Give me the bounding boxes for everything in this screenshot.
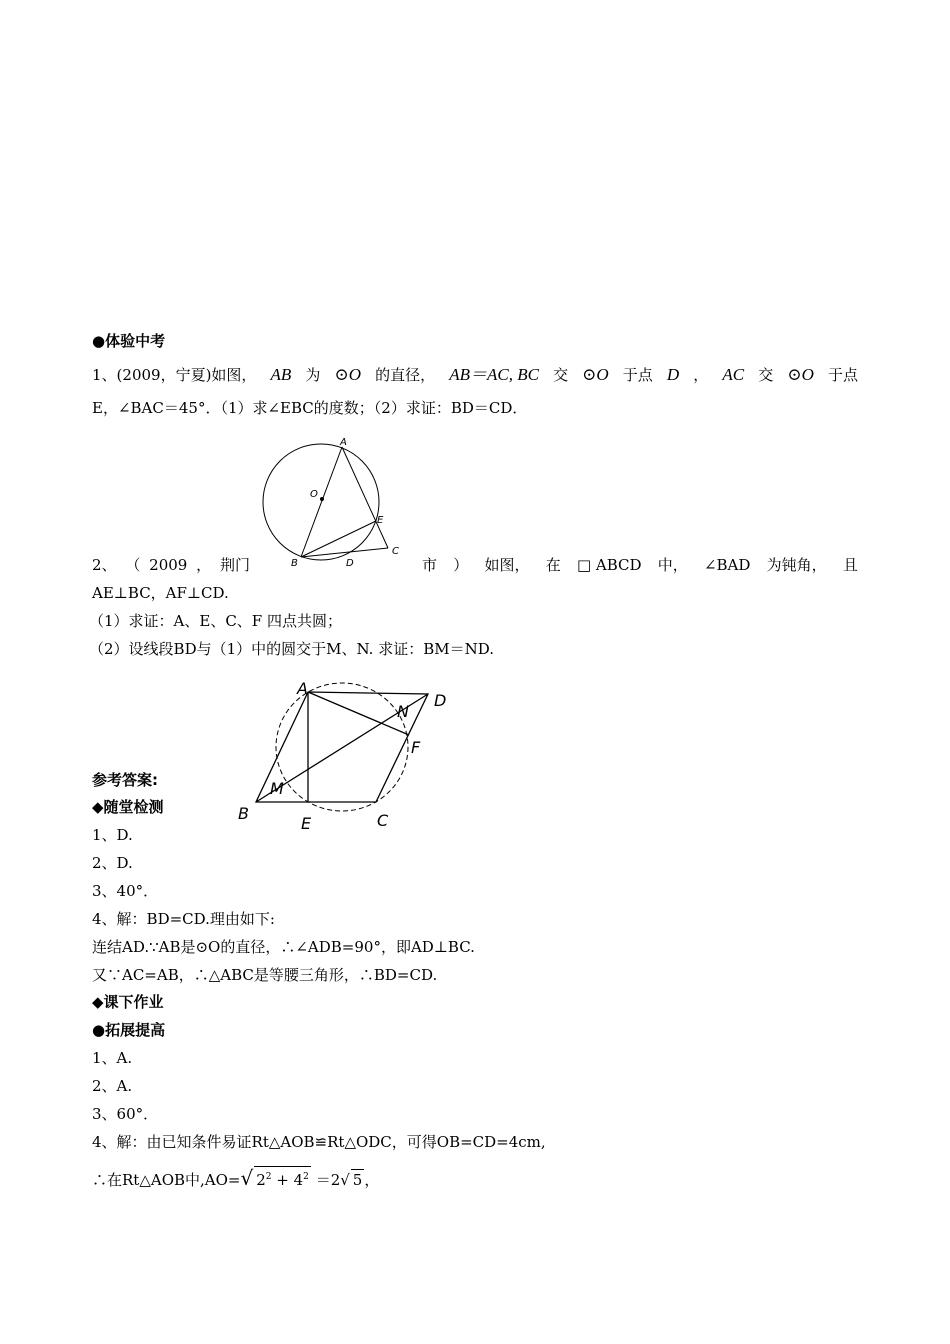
answer-3: 3、40°． <box>92 882 159 900</box>
answer-4-line3: 又∵AC=AB，∴△ABC是等腰三角形，∴BD=CD. <box>92 966 438 984</box>
segment-bc <box>301 548 388 557</box>
q1-math: AB <box>270 365 292 384</box>
section-in-class-check: ◆随堂检测 <box>92 798 164 816</box>
answer-4-line2: 连结AD.∵AB是⊙O的直径，∴∠ADB=90°，即AD⊥BC. <box>92 938 475 956</box>
ext-answer-1: 1、A. <box>92 1049 133 1067</box>
answer-2: 2、D. <box>92 854 133 872</box>
q2-figure <box>230 680 460 840</box>
q2-text: 2009 <box>149 556 188 574</box>
label-a: A <box>297 680 308 698</box>
q2-part1: （1）求证：A、E、C、F 四点共圆； <box>89 612 342 630</box>
q1-math: AC <box>722 365 745 384</box>
label-b: B <box>238 804 249 823</box>
q2-text: 且 <box>842 556 858 574</box>
q2-line1-left <box>92 555 250 575</box>
label-o: O <box>310 489 318 500</box>
section-heading-experience: ●体验中考 <box>92 332 166 350</box>
q2-part2: （2）设线段BD与（1）中的圆交于M、N. 求证：BM＝ND. <box>89 640 494 658</box>
q1-text: 的直径， <box>375 366 436 384</box>
section-extension: ●拓展提高 <box>92 1021 166 1039</box>
segment-ac <box>342 447 388 548</box>
q1-text: 于点 <box>827 366 858 384</box>
answers-heading: 参考答案: <box>92 771 158 789</box>
label-a: A <box>340 437 347 448</box>
radicand-b: 4 <box>293 1171 304 1189</box>
q2-text: ∠BAD <box>703 556 751 574</box>
label-m: M <box>270 779 284 798</box>
radicand-a: 2 <box>256 1171 266 1189</box>
dashed-circle <box>276 683 408 811</box>
q2-line1-right <box>422 555 858 575</box>
radical-sign: √ <box>340 1171 350 1189</box>
result-coef: ＝2 <box>315 1171 341 1189</box>
answer-4-line1: 4、解：BD=CD.理由如下: <box>92 910 275 928</box>
q2-text: 在 <box>545 556 561 574</box>
ext-answer-4-line2 <box>92 1166 379 1190</box>
q2-text: 2、 <box>92 556 117 574</box>
label-n: N <box>397 702 409 721</box>
ext-answer-4-line1: 4、解：由已知条件易证Rt△AOB≌Rt△ODC，可得OB=CD=4cm, <box>92 1133 546 1151</box>
q1-math: ⊙O <box>334 365 362 384</box>
q2-text: 市 <box>422 556 438 574</box>
label-d: D <box>434 691 447 710</box>
label-b: B <box>291 558 298 569</box>
label-d: D <box>346 558 354 569</box>
section-homework: ◆课下作业 <box>92 993 164 1011</box>
q1-text: 交 <box>553 366 569 384</box>
ext-answer-2: 2、A. <box>92 1077 133 1095</box>
q1-text: 于点 <box>622 366 653 384</box>
label-c: C <box>392 546 399 557</box>
ext-answer-4-prefix: ∴在Rt△AOB中,AO= <box>92 1171 241 1189</box>
q2-text: ， <box>196 556 212 574</box>
q2-line2: AE⊥BC，AF⊥CD. <box>92 584 229 602</box>
q2-text: ） <box>453 556 469 574</box>
ext-answer-4-suffix: ， <box>364 1171 380 1189</box>
segment-af <box>308 692 409 735</box>
q1-math: AB＝AC, BC <box>449 365 539 384</box>
q2-text: 为钝角， <box>766 556 827 574</box>
q1-figure <box>255 432 415 572</box>
q2-text: （ <box>125 556 141 574</box>
q1-line1 <box>92 365 858 385</box>
q2-text: 荆门 <box>219 556 250 574</box>
q1-text: 1、(2009，宁夏)如图， <box>92 366 257 384</box>
center-point <box>320 497 324 501</box>
answer-1: 1、D. <box>92 826 133 844</box>
q1-text: 交 <box>758 366 774 384</box>
q2-text: 中， <box>657 556 688 574</box>
result-radicand: 5 <box>352 1171 363 1189</box>
q1-math: ⊙O <box>582 365 609 384</box>
q1-text: 为 <box>305 366 321 384</box>
q1-math: ⊙O <box>787 365 814 384</box>
q2-text: 如图， <box>484 556 530 574</box>
q1-text: ， <box>693 366 709 384</box>
label-c: C <box>377 811 389 830</box>
q1-line2: E，∠BAC＝45°．（1）求∠EBC的度数；（2）求证：BD＝CD． <box>92 399 528 417</box>
q1-math: D <box>666 365 680 384</box>
ext-answer-3: 3、60°． <box>92 1105 159 1123</box>
label-e: E <box>301 814 312 833</box>
radicand: $2^2 + 4^2$ <box>254 1166 311 1190</box>
q2-text: □ ABCD <box>576 556 642 574</box>
label-f: F <box>411 738 421 757</box>
label-e: E <box>377 515 384 526</box>
radical-sign: √ <box>240 1166 254 1190</box>
